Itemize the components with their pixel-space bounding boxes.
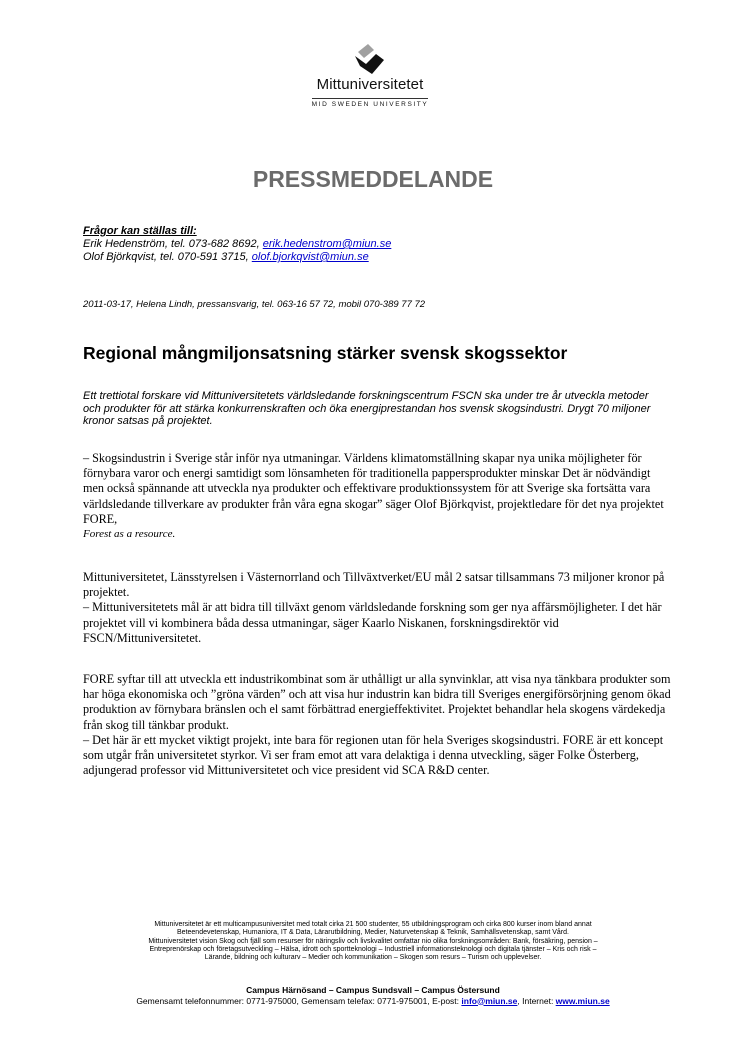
footer-description: [0, 921, 746, 962]
headline: Regional mångmiljonsatsning stärker svensk skogssektor: [83, 343, 568, 363]
logo-name: Mittuniversitetet: [316, 76, 424, 93]
contact-line-1: [83, 238, 391, 251]
paragraph-2a-text: Mittuniversitetet, Länsstyrelsen i Västernorrland och Tillväxtverket/EU mål 2 satsar tillsammans 73 miljoner kronor på projektet.: [83, 570, 665, 600]
footer-line-1: Mittuniversitetet är ett multicampusuniversitet med totalt cirka 21 500 studenter, 55 utbildningsprogram och cirka 800 kurser inom bland annat: [154, 921, 592, 928]
footer-line-3: Mittuniversitetet vision Skog och fjäll som resurser för näringsliv och livskvalitet omfattar nio olika forskningsområden: Bank, försäkring, pension –: [148, 937, 598, 945]
footer-line-4: Entreprenörskap och företagsutveckling – Hälsa, idrott och sportteknologi – Industriell informationsteknologi och digitala tjänster – Kris och risk –: [149, 945, 597, 953]
university-logo: [290, 42, 450, 111]
contact-2-text: Olof Björkqvist, tel. 070-591 3715,: [83, 251, 252, 263]
footer-campus: Campus Härnösand – Campus Sundsvall – Campus Östersund: [246, 985, 500, 995]
logo-subtitle: MID SWEDEN UNIVERSITY: [312, 98, 429, 108]
contact-1-text: Erik Hedenström, tel. 073-682 8692,: [83, 238, 263, 250]
footer-line-2: Beteendevetenskap, Humaniora, IT & Data, Lärarutbildning, Medier, Naturvetenskap & Teknik, Samhällsvetenskap, samt Vård.: [177, 929, 569, 937]
body-paragraph-1: [83, 451, 673, 542]
body-paragraph-2: [83, 570, 673, 646]
contacts-block: [83, 225, 391, 264]
dateline: 2011-03-17, Helena Lindh, pressansvarig, tel. 063-16 57 72, mobil 070-389 77 72: [83, 299, 426, 310]
university-emblem-icon: [352, 42, 388, 76]
footer-internet-text: , Internet:: [517, 995, 556, 1006]
page-title: PRESSMEDDELANDE: [252, 166, 494, 192]
paragraph-3a-text: FORE syftar till att utveckla ett industrikombinat som är uthålligt ur alla synvinklar, att visa nya tänkbara produkter som har höga ekonomiska och ”gröna värden” och att visa hur industrin kan bidra till Sveriges energiförsörjning genom ökad produktion av förnybara bränslen och el samt förbättrad energieffektivitet. Projektet behandlar hela skogens värdekedja från skog till tänkbar produkt.: [83, 672, 671, 732]
paragraph-3b-text: – Det här är ett mycket viktigt projekt, inte bara för regionen utan för hela Sveriges skogsindustri. FORE är ett koncept som utgår från universitetet styrkor. Vi ser fram emot att vara delaktiga i denna utveckling, säger Folke Österberg, adjungerad professor vid Mittuniversitetet och vice president vid SCA R&D center.: [83, 732, 664, 778]
footer-contact: [0, 985, 746, 1006]
contact-1-email-link[interactable]: erik.hedenstrom@miun.se: [262, 238, 392, 250]
footer-contact-line: [0, 996, 746, 1007]
body-paragraph-3: [83, 672, 673, 778]
paragraph-1-italic: Forest as a resource.: [83, 528, 176, 541]
contact-2-email-link[interactable]: olof.bjorkqvist@miun.se: [251, 251, 369, 263]
contacts-heading: Frågor kan ställas till:: [83, 225, 197, 237]
footer-web-link[interactable]: www.miun.se: [555, 995, 610, 1006]
ingress-paragraph: Ett trettiotal forskare vid Mittuniversitetets världsledande forskningscentrum FSCN ska under tre år utveckla metoder och produkter för att stärka konkurrenskraften och öka energiprestandan hos svensk skogsindustri. Drygt 70 miljoner kronor satsas på projektet.: [83, 390, 651, 427]
paragraph-2b-text: – Mittuniversitetets mål är att bidra till tillväxt genom världsledande forskning som ger nya affärsmöjligheter. I det här projektet vill vi kombinera båda dessa utmaningar, säger Kaarlo Niskanen, forskningsdirektör vid FSCN/Mittuniversitetet.: [83, 600, 662, 645]
footer-line-5: Lärande, bildning och kulturarv – Medier och kommunikation – Skogen som resurs – Turism och upplevelser.: [204, 954, 542, 962]
footer-email-link[interactable]: info@miun.se: [461, 995, 518, 1006]
paragraph-1-text: – Skogsindustrin i Sverige står inför nya utmaningar. Världens klimatomställning skapar nya unika möjligheter för förnybara varor och energi samtidigt som lönsamheten för traditionella pappersprodukter minskar Det är nödvändigt men också spännande att utveckla nya produkter och effektivare produktionssystem för att Sverige ska fortsätta vara världsledande tillverkare av produkter från våra egna skogar” säger Olof Björkqvist, projektledare för det nya projektet FORE,: [83, 451, 664, 526]
contact-line-2: [83, 251, 391, 264]
footer-phone-text: Gemensamt telefonnummer: 0771-975000, Gemensam telefax: 0771-975001, E-post:: [136, 995, 462, 1006]
